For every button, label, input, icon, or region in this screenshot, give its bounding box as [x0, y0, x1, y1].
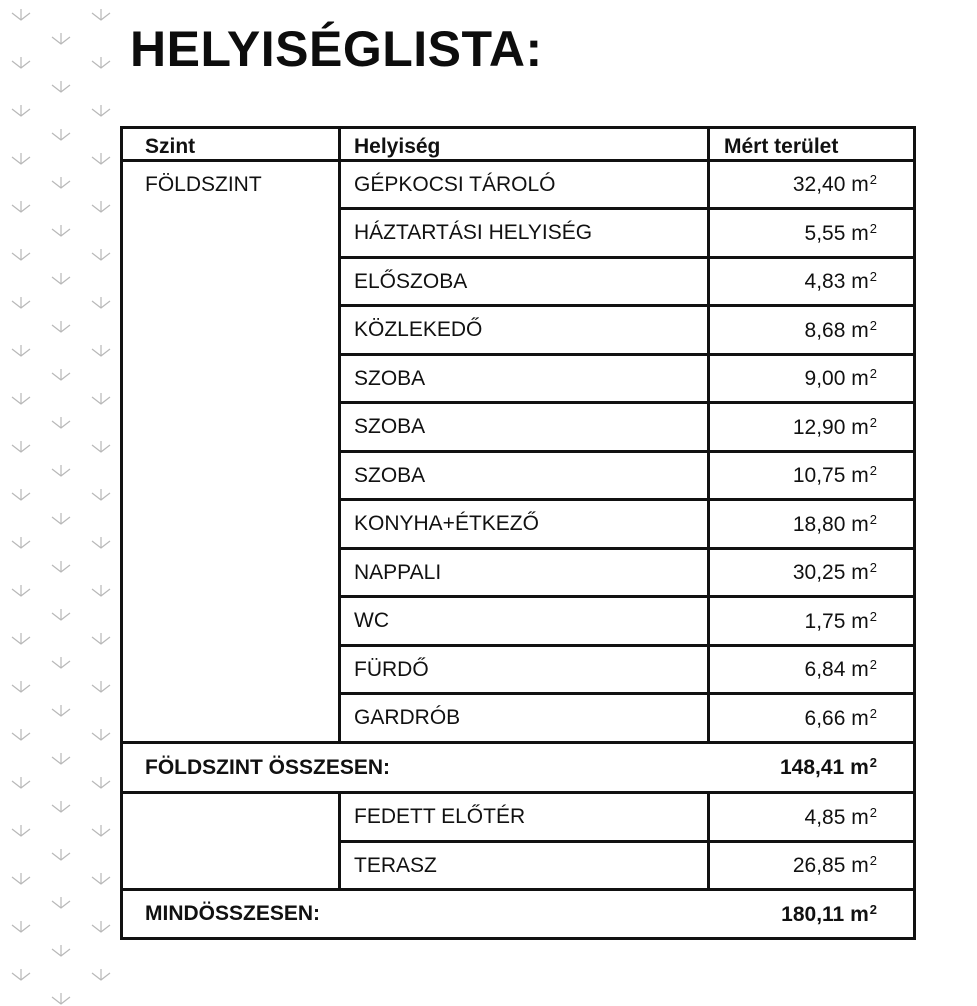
area-value: 6,84: [804, 658, 846, 682]
arrow-chevron-glyph: [90, 872, 112, 886]
arrow-chevron-glyph: [90, 632, 112, 646]
arrow-chevron-glyph: [10, 392, 32, 406]
arrow-chevron-glyph: [90, 488, 112, 502]
area-value: 30,25: [792, 561, 846, 585]
arrow-chevron-glyph: [90, 152, 112, 166]
subtotal-area: [709, 742, 915, 793]
area-unit-exponent: 2: [869, 901, 877, 917]
arrow-chevron-glyph: [10, 344, 32, 358]
header-area: Mért terület: [709, 128, 915, 161]
area-unit: m: [851, 415, 869, 439]
area-unit-exponent: 2: [869, 269, 877, 285]
room-name: GÉPKOCSI TÁROLÓ: [340, 161, 709, 209]
area-unit: m: [851, 464, 869, 488]
table-header-row: [122, 128, 915, 161]
area-value: 5,55: [804, 221, 846, 245]
area-unit-exponent: 2: [869, 414, 877, 430]
arrow-chevron-glyph: [90, 440, 112, 454]
arrow-chevron-glyph: [50, 320, 72, 334]
room-area: [709, 451, 915, 499]
area-value: 8,68: [804, 318, 846, 342]
table-row: [122, 161, 915, 209]
area-unit: m: [851, 367, 869, 391]
area-value: 32,40: [792, 173, 846, 197]
arrow-chevron-glyph: [90, 968, 112, 982]
area-unit-exponent: 2: [869, 560, 877, 576]
arrow-chevron-glyph: [50, 896, 72, 910]
room-area: [709, 597, 915, 645]
arrow-chevron-glyph: [90, 56, 112, 70]
room-area: [709, 548, 915, 596]
arrow-chevron-glyph: [50, 992, 72, 1006]
area-unit: m: [850, 902, 869, 926]
area-value: 6,66: [804, 706, 846, 730]
arrow-chevron-glyph: [90, 248, 112, 262]
area-unit-exponent: 2: [869, 172, 877, 188]
arrow-chevron-glyph: [50, 32, 72, 46]
arrow-chevron-glyph: [10, 152, 32, 166]
arrow-chevron-glyph: [90, 344, 112, 358]
area-unit-exponent: 2: [869, 317, 877, 333]
room-name: HÁZTARTÁSI HELYISÉG: [340, 209, 709, 257]
area-unit-exponent: 2: [869, 366, 877, 382]
room-area: [709, 793, 915, 841]
arrow-chevron-glyph: [90, 104, 112, 118]
arrow-chevron-glyph: [10, 56, 32, 70]
area-unit: m: [851, 270, 869, 294]
area-unit-exponent: 2: [869, 853, 877, 869]
area-unit-exponent: 2: [869, 804, 877, 820]
arrow-chevron-glyph: [50, 464, 72, 478]
room-name: GARDRÓB: [340, 694, 709, 742]
arrow-chevron-glyph: [50, 560, 72, 574]
arrow-chevron-glyph: [50, 416, 72, 430]
level-cell: FÖLDSZINT: [122, 161, 340, 743]
header-room: Helyiség: [340, 128, 709, 161]
arrow-chevron-glyph: [10, 584, 32, 598]
area-unit: m: [851, 805, 869, 829]
room-area: [709, 306, 915, 354]
room-name: SZOBA: [340, 451, 709, 499]
arrow-chevron-glyph: [90, 200, 112, 214]
decorative-pattern-strip: [0, 0, 120, 1000]
page-title: HELYISÉGLISTA:: [130, 21, 543, 77]
room-area: [709, 645, 915, 693]
area-unit-exponent: 2: [869, 220, 877, 236]
area-value: 9,00: [804, 367, 846, 391]
arrow-chevron-glyph: [90, 8, 112, 22]
arrow-chevron-glyph: [50, 368, 72, 382]
area-unit: m: [851, 221, 869, 245]
table-row: [122, 793, 915, 841]
arrow-chevron-glyph: [90, 728, 112, 742]
arrow-chevron-glyph: [50, 224, 72, 238]
area-unit: m: [851, 561, 869, 585]
area-value: 26,85: [792, 854, 846, 878]
arrow-chevron-glyph: [90, 824, 112, 838]
area-unit-exponent: 2: [869, 657, 877, 673]
arrow-chevron-glyph: [10, 8, 32, 22]
room-name: NAPPALI: [340, 548, 709, 596]
arrow-chevron-glyph: [10, 248, 32, 262]
arrow-chevron-glyph: [50, 848, 72, 862]
arrow-chevron-glyph: [10, 104, 32, 118]
subtotal-row: [122, 742, 915, 793]
grand-total-area: [709, 890, 915, 939]
arrow-chevron-glyph: [50, 800, 72, 814]
area-unit: m: [851, 318, 869, 342]
room-name: ELŐSZOBA: [340, 257, 709, 305]
arrow-chevron-glyph: [90, 680, 112, 694]
room-area: [709, 694, 915, 742]
arrow-chevron-glyph: [90, 296, 112, 310]
area-value: 4,83: [804, 270, 846, 294]
arrow-chevron-glyph: [50, 608, 72, 622]
grand-total-row: [122, 890, 915, 939]
area-unit: m: [851, 658, 869, 682]
room-name: SZOBA: [340, 403, 709, 451]
arrow-chevron-glyph: [10, 296, 32, 310]
arrow-chevron-glyph: [50, 944, 72, 958]
grand-total-label: MINDÖSSZESEN:: [145, 902, 321, 926]
level-cell: [122, 793, 340, 890]
subtotal-label: FÖLDSZINT ÖSSZESEN:: [122, 742, 709, 793]
area-unit: m: [851, 854, 869, 878]
area-value: 148,41: [780, 756, 845, 780]
room-name: KÖZLEKEDŐ: [340, 306, 709, 354]
arrow-chevron-glyph: [90, 536, 112, 550]
room-area: [709, 161, 915, 209]
arrow-chevron-glyph: [90, 776, 112, 790]
arrow-chevron-glyph: [50, 512, 72, 526]
arrow-chevron-glyph: [50, 128, 72, 142]
room-name: SZOBA: [340, 354, 709, 402]
area-unit-exponent: 2: [869, 705, 877, 721]
room-area: [709, 354, 915, 402]
arrow-chevron-glyph: [50, 272, 72, 286]
area-unit: m: [851, 706, 869, 730]
room-name: WC: [340, 597, 709, 645]
arrow-chevron-glyph: [50, 80, 72, 94]
header-level: Szint: [122, 128, 340, 161]
area-unit: m: [851, 512, 869, 536]
area-value: 12,90: [792, 415, 846, 439]
arrow-chevron-glyph: [10, 680, 32, 694]
area-value: 10,75: [792, 464, 846, 488]
arrow-chevron-glyph: [10, 632, 32, 646]
arrow-chevron-glyph: [10, 728, 32, 742]
area-unit: m: [850, 756, 869, 780]
room-area: [709, 209, 915, 257]
area-unit-exponent: 2: [869, 608, 877, 624]
area-unit: m: [851, 609, 869, 633]
area-value: 18,80: [792, 512, 846, 536]
arrow-chevron-glyph: [10, 488, 32, 502]
room-name: FEDETT ELŐTÉR: [340, 793, 709, 841]
area-unit: m: [851, 173, 869, 197]
arrow-chevron-glyph: [10, 200, 32, 214]
arrow-chevron-glyph: [10, 536, 32, 550]
room-area: [709, 500, 915, 548]
arrow-chevron-glyph: [10, 440, 32, 454]
arrow-chevron-glyph: [90, 920, 112, 934]
arrow-chevron-glyph: [90, 392, 112, 406]
area-unit-exponent: 2: [869, 511, 877, 527]
arrow-chevron-glyph: [50, 656, 72, 670]
room-list-table: [120, 126, 916, 940]
room-name: KONYHA+ÉTKEZŐ: [340, 500, 709, 548]
arrow-chevron-glyph: [50, 752, 72, 766]
room-name: TERASZ: [340, 841, 709, 889]
area-unit-exponent: 2: [869, 463, 877, 479]
area-value: 1,75: [804, 609, 846, 633]
arrow-chevron-glyph: [10, 824, 32, 838]
room-area: [709, 257, 915, 305]
arrow-chevron-glyph: [50, 176, 72, 190]
area-value: 4,85: [804, 805, 846, 829]
room-area: [709, 403, 915, 451]
arrow-chevron-glyph: [10, 872, 32, 886]
arrow-chevron-glyph: [90, 584, 112, 598]
arrow-chevron-glyph: [10, 968, 32, 982]
room-name: FÜRDŐ: [340, 645, 709, 693]
arrow-chevron-glyph: [10, 920, 32, 934]
arrow-chevron-glyph: [10, 776, 32, 790]
area-value: 180,11: [781, 902, 845, 926]
arrow-chevron-glyph: [50, 704, 72, 718]
area-unit-exponent: 2: [869, 755, 877, 771]
room-area: [709, 841, 915, 889]
